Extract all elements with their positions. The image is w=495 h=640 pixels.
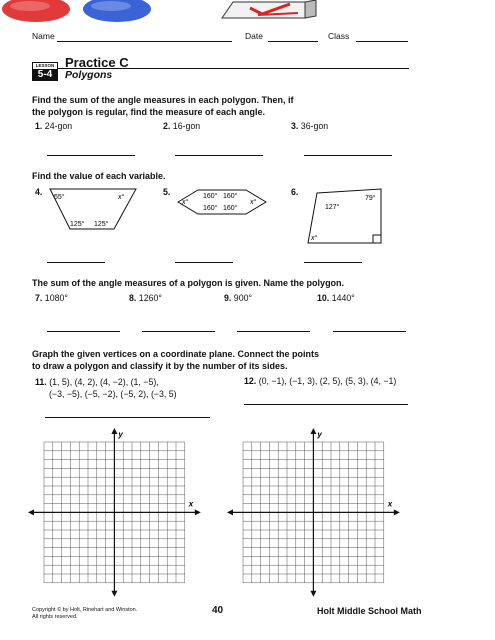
figure-quadrilateral <box>303 186 387 246</box>
x-axis-label: x <box>387 499 393 509</box>
arrow-up-icon <box>310 428 316 434</box>
question-7: 7. 1080° <box>35 293 68 303</box>
answer-line-9[interactable] <box>237 331 310 332</box>
name-label: Name <box>32 31 55 41</box>
date-label: Date <box>245 31 263 41</box>
angle-label: 160° <box>223 205 238 212</box>
answer-line-3[interactable] <box>304 155 392 156</box>
arrow-down-icon <box>111 591 117 597</box>
class-label: Class <box>328 31 350 41</box>
answer-line-6[interactable] <box>304 262 362 263</box>
question-11: 11. (1, 5), (4, 2), (4, −2), (1, −5), (−3, −5), (−5, −2), (−5, 2), (−3, 5) <box>35 377 177 399</box>
answer-line-1[interactable] <box>47 155 135 156</box>
page-number: 40 <box>212 605 224 616</box>
section4-instruction: Graph the given vertices on a coordinate plane. Connect the points to draw a polygon and classify it by the number of its sides. <box>32 349 320 371</box>
question-8: 8. 1260° <box>129 293 162 303</box>
question-10: 10. 1440° <box>317 293 355 303</box>
angle-label: 127° <box>325 204 340 211</box>
arrow-left-icon <box>227 509 233 515</box>
coordinate-grid-12[interactable] <box>225 428 403 598</box>
angle-label: 160° <box>203 205 218 212</box>
section1-instruction: Find the sum of the angle measures in each polygon. Then, if the polygon is regular, find the measure of each angle. <box>32 95 294 117</box>
angle-label: x° <box>250 199 257 206</box>
question-1: 1. 24-gon <box>35 121 73 131</box>
top-banner <box>0 0 495 24</box>
page-title: Practice C <box>65 55 129 70</box>
angle-label: x° <box>311 235 318 242</box>
lesson-label: LESSON <box>35 63 55 68</box>
question-4-number: 4. <box>35 187 43 197</box>
lesson-number: 5-4 <box>33 69 57 80</box>
x-axis-label: x <box>188 499 194 509</box>
question-5-number: 5. <box>163 187 171 197</box>
date-field[interactable] <box>268 41 318 42</box>
angle-label: 125° <box>94 221 109 228</box>
y-axis-label: y <box>118 430 123 439</box>
arrow-left-icon <box>28 509 34 515</box>
answer-line-7[interactable] <box>47 331 120 332</box>
figure-trapezoid <box>48 186 138 232</box>
section2-instruction: Find the value of each variable. <box>32 171 166 181</box>
answer-line-4[interactable] <box>47 262 105 263</box>
angle-label: 55° <box>54 194 65 201</box>
page-subtitle: Polygons <box>65 69 113 81</box>
answer-line-8[interactable] <box>142 331 215 332</box>
y-axis-label: y <box>317 430 322 439</box>
lesson-badge <box>32 62 58 81</box>
banner-graphic <box>0 0 495 24</box>
angle-label: x° <box>118 194 125 201</box>
angle-label: x° <box>182 199 189 206</box>
class-field[interactable] <box>356 41 408 42</box>
angle-label: 125° <box>70 221 85 228</box>
question-3: 3. 36-gon <box>291 121 329 131</box>
arrow-up-icon <box>111 428 117 434</box>
question-6-number: 6. <box>291 187 299 197</box>
answer-line-11[interactable] <box>45 417 210 418</box>
book-title: Holt Middle School Math <box>317 606 422 616</box>
angle-label: 79° <box>365 195 376 202</box>
question-2: 2. 16-gon <box>163 121 201 131</box>
coordinate-grid-11[interactable] <box>26 428 204 598</box>
question-12: 12. (0, −1), (−1, 3), (2, 5), (5, 3), (4, −1) <box>244 376 397 386</box>
answer-line-2[interactable] <box>175 155 263 156</box>
answer-line-5[interactable] <box>175 262 233 263</box>
figure-hexagon <box>176 188 268 216</box>
answer-line-10[interactable] <box>333 331 406 332</box>
question-9: 9. 900° <box>224 293 252 303</box>
angle-label: 160° <box>203 193 218 200</box>
section3-instruction: The sum of the angle measures of a polygon is given. Name the polygon. <box>32 278 345 288</box>
arrow-down-icon <box>310 591 316 597</box>
answer-line-12[interactable] <box>244 404 408 405</box>
name-field[interactable] <box>57 41 232 42</box>
copyright: Copyright © by Holt, Rinehart and Winston. All rights reserved. <box>32 607 138 620</box>
angle-label: 160° <box>223 193 238 200</box>
arrow-right-icon <box>394 509 400 515</box>
arrow-right-icon <box>195 509 201 515</box>
